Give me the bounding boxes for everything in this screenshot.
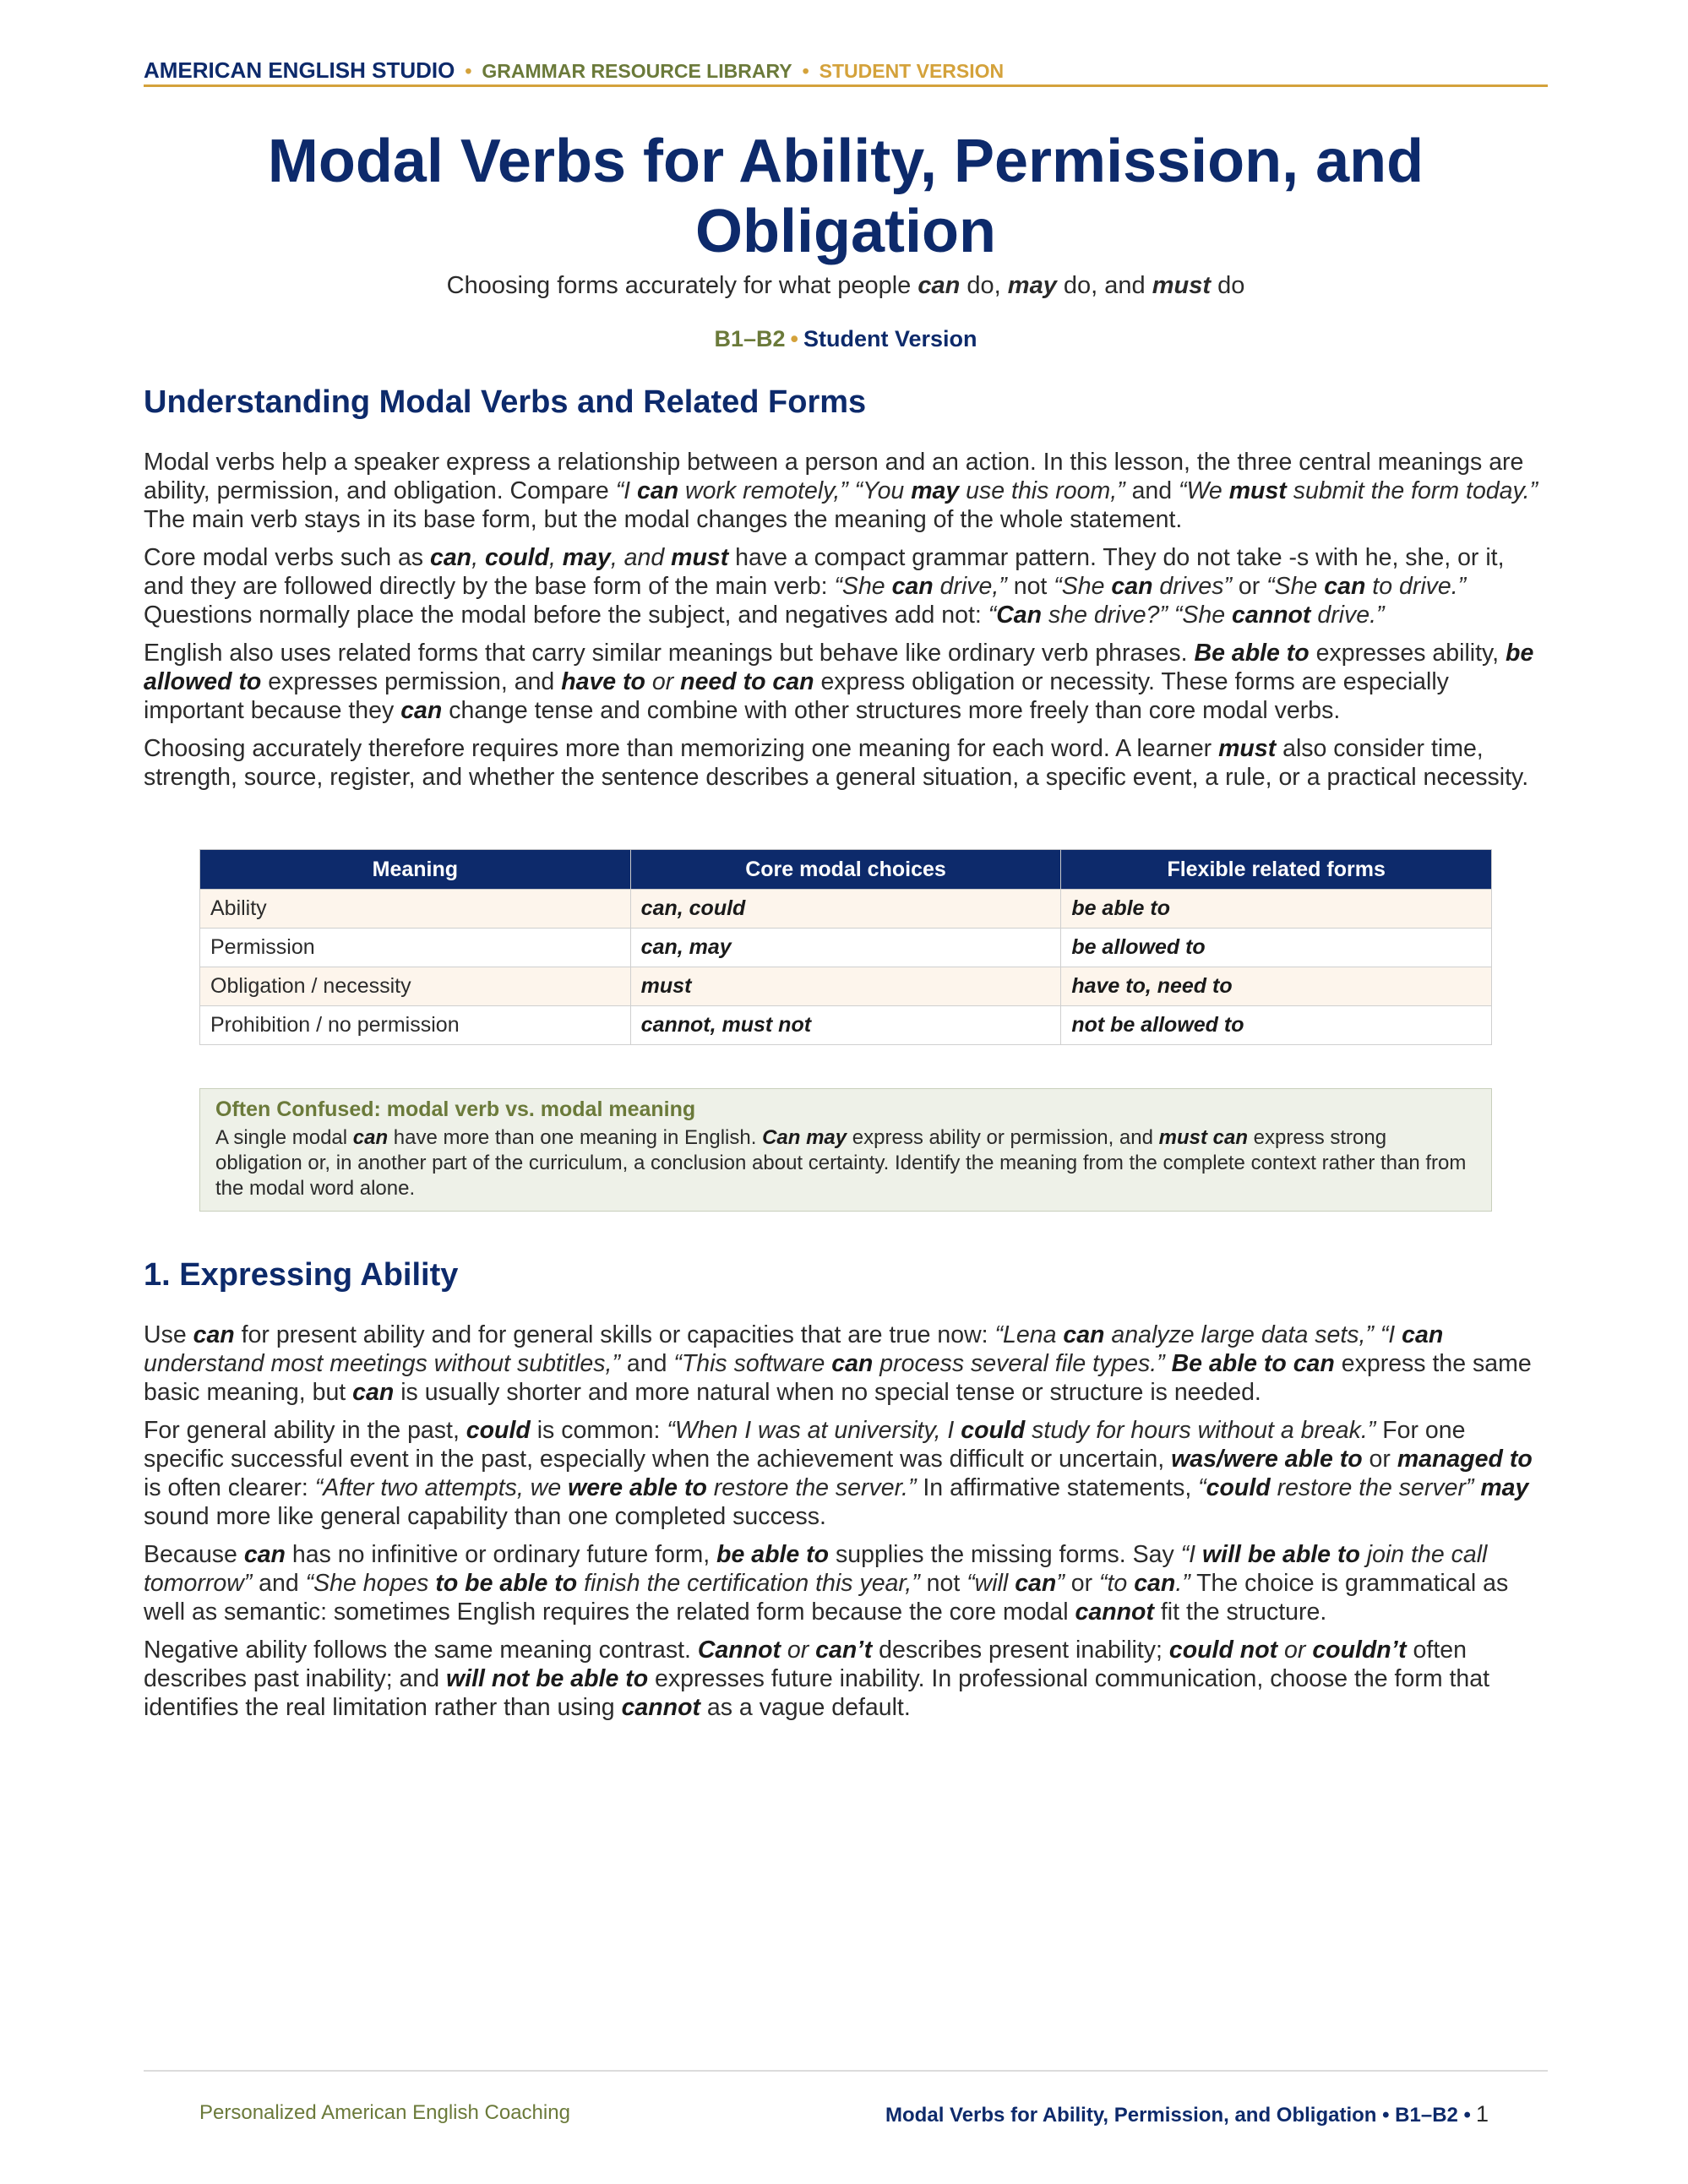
column-header: Core modal choices	[630, 850, 1061, 890]
table-row	[200, 929, 1492, 967]
table-row	[200, 1006, 1492, 1045]
table-cell: be allowed to	[1061, 929, 1492, 967]
paragraph: Core modal verbs such as can, could, may, and must have a compact grammar pattern. They do not take -s with he, she, or it, and they are followed directly by the base form of the main verb: “She can drive,” not “She can drives” or “She can to drive.” Questions normally place the modal before the subject, and negatives add not: “Can she drive?” “She cannot drive.”	[144, 544, 1505, 629]
paragraph: For general ability in the past, could is common: “When I was at university, I could study for hours without a break.” For one specific successful event in the past, especially when the achievement was difficult or uncertain, was/were able to or managed to is often clearer: “After two attempts, we were able to restore the server.” In affirmative statements, “could restore the server” may sound more like general capability than one completed success.	[144, 1417, 1533, 1530]
header-separator: •	[802, 60, 809, 82]
paragraph: Because can has no infinitive or ordinary future form, be able to supplies the missing forms. Say “I will be able to join the call tomorrow” and “She hopes to be able to finish the certification this year,” not “will can” or “to can.” The choice is grammatical as well as semantic: sometimes English requires the related form because the core modal cannot fit the structure.	[144, 1541, 1509, 1626]
document-title: Modal Verbs for Ability, Permission, and Obligation	[267, 128, 1424, 265]
table-cell: be able to	[1061, 890, 1492, 929]
paragraph: Modal verbs help a speaker express a relationship between a person and an action. In this lesson, the three central meanings are ability, permission, and obligation. Compare “I can work remotely,” “You may use this room,” and “We must submit the form today.” The main verb stays in its base form, but the modal changes the meaning of the whole statement.	[144, 449, 1538, 533]
table-row	[200, 890, 1492, 929]
paragraph: English also uses related forms that carry similar meanings but behave like ordinary verb phrases. Be able to expresses ability, be allowed to expresses permission, and have to or need to can express obligation or necessity. These forms are especially important because they can change tense and combine with other structures more freely than core modal verbs.	[144, 640, 1534, 724]
table-cell: must	[630, 967, 1061, 1006]
paragraph: Use can for present ability and for general skills or capacities that are true now: “Lena can analyze large data sets,” “I can understand most meetings without subtitles,” and “This software can process several file types.” Be able to can express the same basic meaning, but can is usually shorter and more natural when no special tense or structure is needed.	[144, 1321, 1532, 1406]
table-cell: cannot, must not	[630, 1006, 1061, 1045]
paragraph: Negative ability follows the same meaning contrast. Cannot or can’t describes present inability; could not or couldn’t often describes past inability; and will not be able to expresses future inability. In professional communication, choose the form that identifies the real limitation rather than using cannot as a vague default.	[144, 1637, 1490, 1721]
section-understanding-body	[144, 448, 1548, 801]
often-confused-callout	[199, 1088, 1492, 1212]
document-subtitle: Choosing forms accurately for what people can do, may do, and must do	[446, 272, 1245, 299]
column-header: Flexible related forms	[1061, 850, 1492, 890]
section-ability-body	[144, 1321, 1548, 1731]
header-separator: •	[465, 60, 472, 82]
table-row	[200, 967, 1492, 1006]
header-version: STUDENT VERSION	[819, 60, 1005, 82]
table-cell: Ability	[200, 890, 631, 929]
running-header	[144, 57, 1548, 86]
column-header: Meaning	[200, 850, 631, 890]
table-cell: Permission	[200, 929, 631, 967]
paragraph: Choosing accurately therefore requires more than memorizing one meaning for each word. A learner must also consider time, strength, source, register, and whether the sentence describes a general situation, a specific event, a rule, or a practical necessity.	[144, 735, 1529, 791]
header-library: GRAMMAR RESOURCE LIBRARY	[482, 60, 792, 82]
page-number: 1	[1475, 2101, 1489, 2127]
level-line: B1–B2 • Student Version	[714, 326, 977, 351]
version-label: Student Version	[803, 326, 977, 351]
table-header-row	[200, 850, 1492, 890]
header-studio: AMERICAN ENGLISH STUDIO	[144, 57, 455, 83]
section-heading-expressing-ability: 1. Expressing Ability	[144, 1257, 459, 1293]
footer-running-title: Modal Verbs for Ability, Permission, and Obligation • B1–B2 • 1	[885, 2101, 1489, 2127]
footer-coaching-label: Personalized American English Coaching	[199, 2101, 570, 2124]
modal-meanings-table	[199, 849, 1492, 1045]
table-cell: Obligation / necessity	[200, 967, 631, 1006]
table-cell: have to, need to	[1061, 967, 1492, 1006]
footer-rule	[144, 2070, 1548, 2072]
table-cell: Prohibition / no permission	[200, 1006, 631, 1045]
header-rule	[144, 84, 1548, 87]
table-cell: not be allowed to	[1061, 1006, 1492, 1045]
section-heading-understanding: Understanding Modal Verbs and Related Forms	[144, 384, 867, 420]
level-range: B1–B2	[714, 326, 786, 351]
table-cell: can, may	[630, 929, 1061, 967]
callout-body: A single modal can have more than one meaning in English. Can may express ability or permission, and must can express strong obligation or, in another part of the curriculum, a conclusion about certainty. Identify the meaning from the complete context rather than from the modal word alone.	[215, 1126, 1467, 1200]
callout-title: Often Confused: modal verb vs. modal meaning	[215, 1097, 696, 1121]
table-cell: can, could	[630, 890, 1061, 929]
